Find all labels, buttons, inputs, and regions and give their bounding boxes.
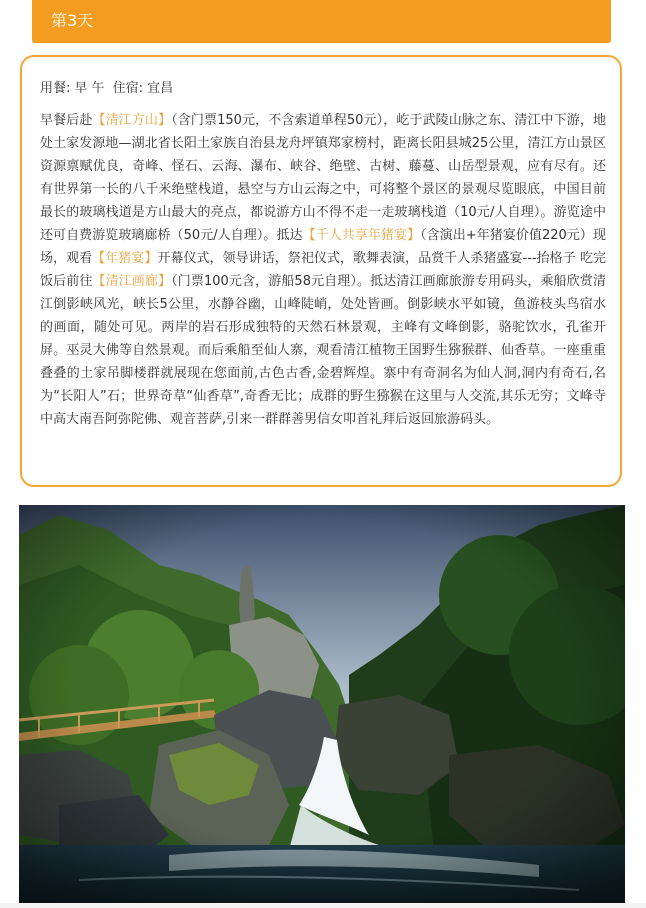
day-header-bar	[32, 0, 611, 43]
itinerary-card	[20, 55, 622, 487]
description-text: 早餐后赴	[40, 113, 93, 128]
stay-value: 宜昌	[147, 81, 174, 96]
meal-label: 用餐:	[40, 81, 71, 96]
bottom-edge	[0, 903, 646, 908]
waterfall-landscape-photo	[19, 505, 625, 903]
highlight-attraction: 【清江画廊】	[92, 274, 172, 289]
highlight-attraction: 【年猪宴】	[92, 251, 158, 266]
meal-stay-line	[40, 77, 177, 96]
highlight-attraction: 【千人共享年猪宴】	[302, 228, 421, 243]
description-text: （含演出+年猪宴价值220元）现场，观看	[40, 228, 606, 266]
description-text: （门票100元含，游船58元自理）。抵达清江画廊旅游专用码头，乘船欣赏清江倒影峡风光，峡长5公里，水静谷幽，山峰陡峭，处处皆画。倒影峡水平如镜，鱼游枝头鸟宿水的画面，随处可见。两岸的岩石形成独特的天然石林景观，主峰有文峰倒影，骆驼饮水，孔雀开屏。巫灵大佛等自然景观。而后乘船至仙人寨，观看清江植物王国野生猕猴群、仙香草。一座重重叠叠的土家吊脚楼群就展现在您面前,古色古香,金碧辉煌。寨中有奇洞名为仙人洞,洞内有奇石,名为“长阳人”石；世界奇草“仙香草”,奇香无比；成群的野生猕猴在这里与人交流,其乐无穷；文峰寺中高大南吾阿弥陀佛、观音菩萨,引来一群群善男信女叩首礼拜后返回旅游码头。	[40, 274, 606, 427]
description-text: 开幕仪式，领导讲话，祭祀仪式，歌舞表演，品赏千人杀猪盛宴---抬格子 吃完饭后前往	[40, 251, 606, 289]
meal-value: 早 午	[74, 81, 105, 96]
description-text: （含门票150元，不含索道单程50元），屹于武陵山脉之东、清江中下游，地处土家发源地—湖北省长阳土家族自治县龙舟坪镇郑家榜村，距离长阳县城25公里，清江方山景区资源禀赋优良，奇峰、怪石、云海、瀑布、峡谷、绝壁、古树、藤蔓、山岳型景观，应有尽有。还有世界第一长的八千米绝壁栈道，悬空与方山云海之中，可将整个景区的景观尽览眼底，中国目前最长的玻璃栈道是方山最大的亮点，都说游方山不得不走一走玻璃栈道（10元/人自理）。游览途中还可自费游览玻璃廊桥（50元/人自理）。抵达	[40, 113, 606, 243]
stay-label: 住宿:	[112, 81, 144, 96]
day-title: 第3天	[51, 11, 94, 30]
itinerary-description	[40, 109, 606, 431]
highlight-attraction: 【清江方山】	[92, 113, 172, 128]
